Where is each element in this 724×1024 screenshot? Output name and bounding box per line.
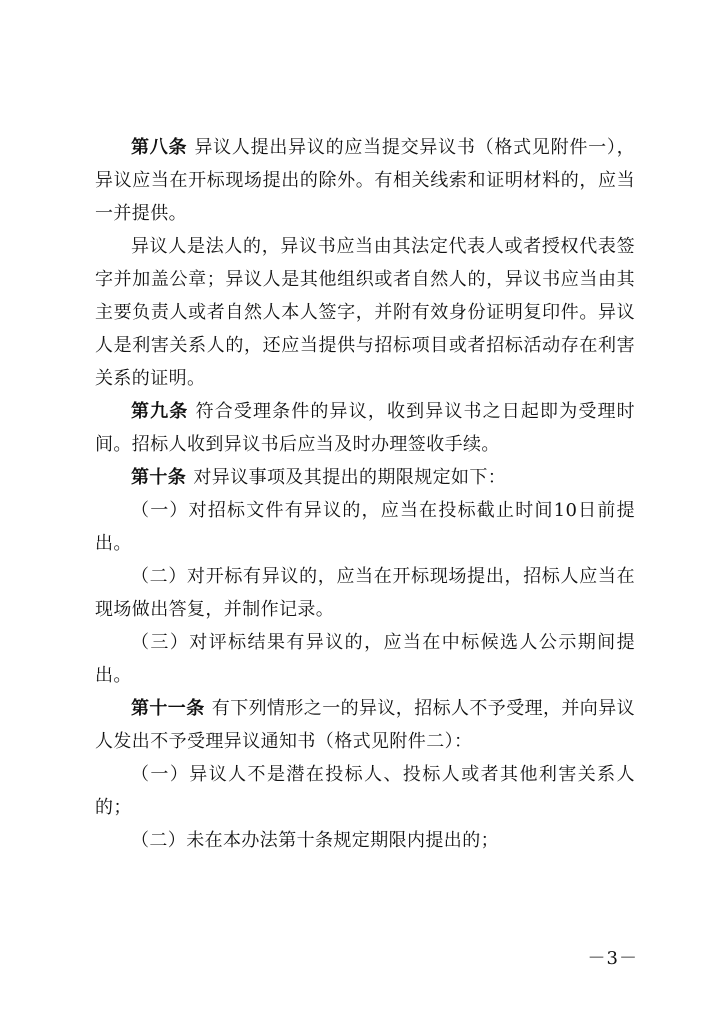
page-number: －3－	[587, 948, 638, 969]
paragraph-text: （一）对招标文件有异议的，应当在投标截止时间10日前提出。	[95, 500, 635, 554]
paragraph-text: （三）对评标结果有异议的，应当在中标候选人公示期间提出。	[95, 632, 635, 686]
paragraph-text: （一）异议人不是潜在投标人、投标人或者其他利害关系人的；	[95, 764, 635, 818]
paragraph-text: 异议人提出异议的应当提交异议书（格式见附件一），异议应当在开标现场提出的除外。有相关线索和证明材料的，应当一并提供。	[95, 137, 635, 224]
paragraph-item-2	[95, 560, 635, 626]
paragraph-text: 符合受理条件的异议，收到异议书之日起即为受理时间。招标人收到异议书后应当及时办理签收手续。	[95, 401, 636, 455]
paragraph-article-8	[95, 131, 635, 230]
paragraph-text: （二）未在本办法第十条规定期限内提出的；	[131, 830, 499, 851]
paragraph-signature-requirements	[95, 230, 635, 395]
paragraph-item-3	[95, 626, 635, 692]
paragraph-article-9	[95, 395, 635, 461]
paragraph-article-10	[95, 461, 635, 494]
paragraph-text: （二）对开标有异议的，应当在开标现场提出，招标人应当在现场做出答复，并制作记录。	[95, 566, 635, 620]
paragraph-text: 对异议事项及其提出的期限规定如下：	[193, 467, 507, 488]
paragraph-article-11-item-1	[95, 758, 635, 824]
article-number: 第九条	[131, 401, 189, 422]
paragraph-text: 有下列情形之一的异议，招标人不予受理，并向异议人发出不予受理异议通知书（格式见附件二）：	[95, 698, 635, 752]
article-number: 第八条	[131, 137, 188, 158]
paragraph-article-11-item-2	[95, 824, 635, 857]
paragraph-text: 异议人是法人的，异议书应当由其法定代表人或者授权代表签字并加盖公章；异议人是其他组织或者自然人的，异议书应当由其主要负责人或者自然人本人签字，并附有效身份证明复印件。异议人是利害关系人的，还应当提供与招标项目或者招标活动存在利害关系的证明。	[95, 236, 635, 389]
article-number: 第十一条	[131, 698, 205, 719]
paragraph-article-11	[95, 692, 635, 758]
article-number: 第十条	[131, 467, 187, 488]
paragraph-item-1	[95, 494, 635, 560]
document-body	[95, 131, 635, 857]
